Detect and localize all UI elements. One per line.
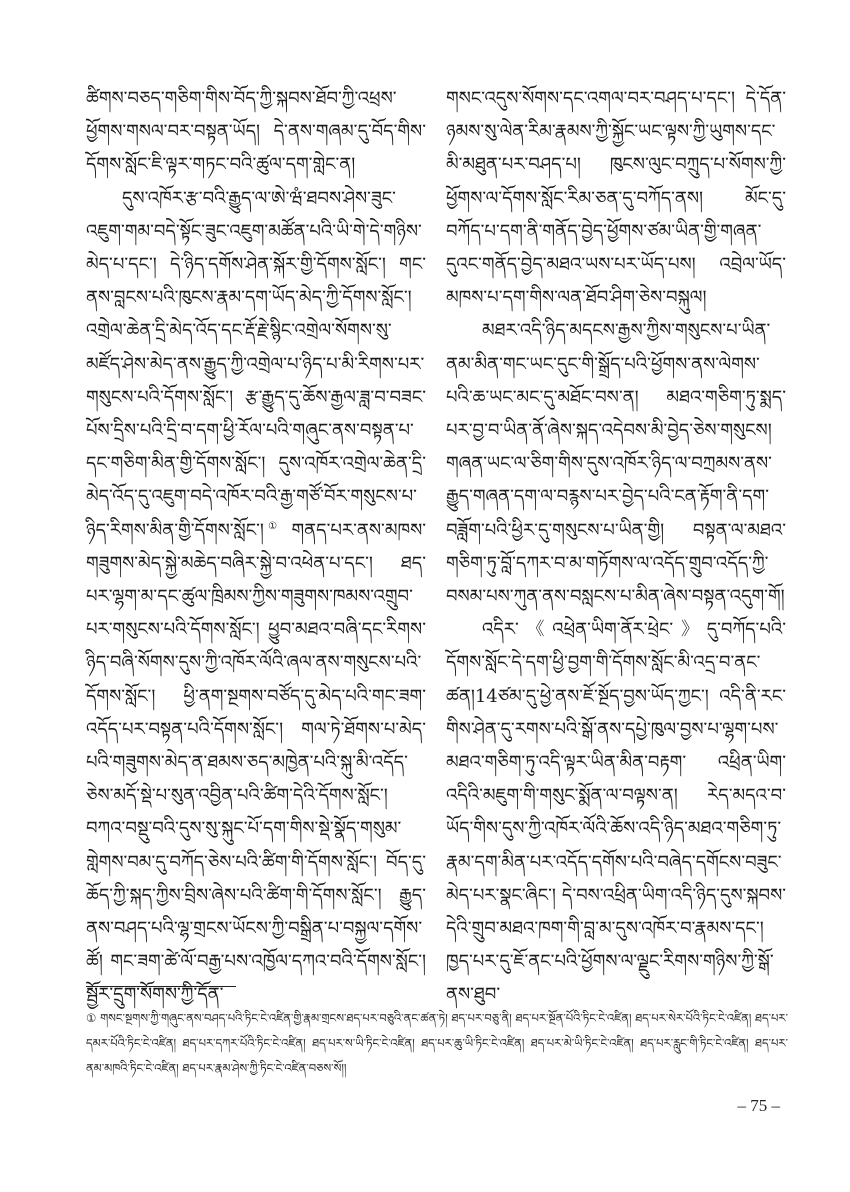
paragraph: མཐར་འདི་ཉིད་མདངས་རྒྱས་ཀྱིས་གསུངས་པ་ཡིན་ནམ་མིན་གང་ཡང་དུང་གི་སྒྲོད་པའི་ཕྱོགས་ནས་ལེགས་པའི་ཆ་ཡང་མང་དུ་མཐོང་བས་ན། མཐའ་གཅིག་ཏུ་སྨད་པར་བྱ་བ་ཡིན་ནོ་ཞེས་སྐད་འདེབས་མི་བྱེད་ཅེས་གསུངས། གཞན་ཡང་ལ་ཅིག་གིས་དུས་འཁོར་ཉིད་ལ་བཀྲམས་ནས་རྒྱུད་གཞན་དག་ལ་བརྙས་པར་བྱེད་པའི་ངན་རྟོག་ནི་དག་བཟློག་པའི་ཕྱིར་དུ་གསུངས་པ་ཡིན་གྱི། བསྟན་ལ་མཐའ་གཅིག་ཏུ་བློ་དཀར་བ་མ་གཏོགས་ལ་འདོད་གྲུབ་འདོད་ཀྱི་བསམ་པས་ཀུན་ནས་བསླངས་པ་མིན་ཞེས་བསྟན་འདུག་གོ། (446, 320, 786, 608)
paragraph-text: དུས་འཁོར་རྩ་བའི་རྒྱུད་ལ་ཨེ་ཝཾ་ཐབས་ཤེས་ཟུང་འཇུག་གམ་བདེ་སྟོང་ཟུང་འཇུག་མཚོན་པའི་ཡི་གེ་དེ་གཉིས་མེད་པ་དང་། དེ་ཉིད་དགོས་ཤེན་སྐོར་གྱི་དོགས་སློང་། གང་ནས་བླངས་པའི་ཁུངས་རྣམ་དག་ཡོད་མེད་ཀྱི་དོགས་སློང་། འགྲེལ་ཆེན་དྲི་མེད་འོད་དང་རྡོ་རྗེ་སྙིང་འགྲེལ་སོགས་སུ་མཛོད་ཤེས་མེད་ནས་རྒྱུད་ཀྱི་འགྲེལ་པ་ཉིད་པ་མི་རིགས་པར་གསུངས་པའི་དོགས་སློང་། རྩ་རྒྱུད་དུ་ཆོས་རྒྱལ་ཟླ་བ་བཟང་པོས་དྲིས་པའི་དྲི་བ་དག་ཕྱི་རོལ་པའི་གཞུང་ནས་བསྟན་པ་དང་གཅིག་མིན་གྱི་དོགས་སློང་། དུས་འཁོར་འགྲེལ་ཆེན་དྲི་མེད་འོད་དུ་འཇུག་བདེ་འཁོར་བའི་རྒྱ་གཙོ་བོར་གསུངས་པ་ཉིད་རིགས་མིན་གྱི་དོགས་སློང་། (86, 187, 426, 541)
paragraph: འདིར་《འཕྲེན་ཡིག་ནོར་ཕྲེང་》དུ་བཀོད་པའི་དོགས་སློང་དེ་དག་ཕྱི་བྱག་གི་དོགས་སློང་མི་འདྲ་བ་ནང་ཚན།14ཙམ་དུ་ཕྱེ་ནས་ཇོ་སྔོད་བྱས་ཡོད་ཀྱང་། འདི་ནི་རང་གིས་ཤེན་དུ་རགས་པའི་སྒོ་ནས་དཔྱེ་ཁུལ་བྱས་པ་ལྷག་པས་མཐའ་གཅིག་ཏུ་འདི་ལྟར་ཡིན་མིན་བརྟག་ འཕྲིན་ཡིག་འདིའི་མཇུག་གི་གསུང་སྨོན་ལ་བལྟས་ན། རེད་མདའ་བ་ཡོད་གིས་དུས་ཀྱི་འཁོར་ལོའི་ཆོས་འདི་ཉིད་མཐའ་གཅིག་ཏུ་རྣམ་དག་མིན་པར་འདོད་དགོས་པའི་བཞེད་དགོངས་བཟུང་མེད་པར་སྣང་ཞིང་། དེ་བས་འཕྲིན་ཡིག་འདི་ཉིད་དུས་སྐབས་དེའི་གྲུབ་མཐའ་ཁག་གི་བླ་མ་དུས་འཁོར་བ་རྣམས་དང་། ཁྱད་པར་དུ་ཇོ་ནང་པའི་ཕྱོགས་ལ་ལྗུང་རིགས་གཉིས་ཀྱི་སྒོ་ནས་ཐུབ་ (446, 619, 786, 1006)
paragraph: གསང་འདུས་སོགས་དང་འགལ་བར་བཤད་པ་དང་། དེ་དོན་ཉམས་སུ་ལེན་རིམ་རྣམས་ཀྱི་སྐྱོང་ཡང་ལྟས་ཀྱི་ཡུགས་དང་མི་མཐུན་པར་བཤད་པ། ཁུངས་ལུང་བཀྲུད་པ་སོགས་ཀྱི་ཕྱོགས་ལ་དོགས་སློང་རིམ་ཅན་དུ་བཀོད་ནས། མོང་དུ་བཀོད་པ་དག་ནི་གནོད་བྱེད་ཕྱོགས་ཙམ་ཡིན་གྱི་གཞན་དུའང་གནོད་བྱེད་མཐའ་ཡས་པར་ཡོད་པས། འབྲེལ་ཡོད་མཁས་པ་དག་གིས་ལན་ཐོབ་ཤིག་ཅེས་བསྐུལ། (446, 88, 786, 309)
paragraph: ཚིགས་བཅད་གཅིག་གིས་བོད་ཀྱི་སྐབས་ཐོབ་ཀྱི་འཕྲས་ཕྱོགས་གསལ་བར་བསྟན་ཡོད། དེ་ནས་གཞམ་དུ་བོད་གིས་དོགས་སློང་ཇི་ལྟར་གཏང་བའི་ཚུལ་དག་གླེང་ན། (86, 88, 426, 176)
footnote-text: གསང་སྔགས་ཀྱི་གཞུང་ནས་བཤད་པའི་ཏིང་ངེ་འཛིན་གྱི་རྣམ་གྲངས་ཐད་པར་བཅུའི་ནང་ཚན་ཏེ། ཐད་པར་བཅུ་ནི། ཐད་པར་སྔོན་པོའི་ཏིང་ངེ་འཛིན། ཐད་པར་སེར་པོའི་ཏིང་ངེ་འཛིན། ཐད་པར་དམར་པོའི་ཏིང་ངེ་འཛིན། ཐད་པར་དཀར་པོའི་ཏིང་ངེ་འཛིན། ཐད་པར་ས་ཡི་ཏིང་ངེ་འཛིན། ཐད་པར་ཆུ་ཡི་ཏིང་ངེ་འཛིན། ཐད་པར་མེ་ཡི་ཏིང་ངེ་འཛིན། ཐད་པར་རླུང་གི་ཏིང་ངེ་འཛིན། ཐད་པར་ནམ་མཁའི་ཏིང་ངེ་འཛིན། ཐད་པར་རྣམ་ཤེས་ཀྱི་ཏིང་ངེ་འཛིན་བཅས་སོ།། (86, 1011, 788, 1075)
footnote-divider (86, 986, 236, 987)
text-column-left (86, 82, 426, 1012)
paragraph (86, 182, 426, 1012)
footnote (86, 1006, 788, 1081)
page-number: – 75 – (737, 1096, 780, 1115)
footnote-reference: ① (263, 520, 282, 532)
paragraph-text: གནད་པར་ནས་མཁས་གཟུགས་མེད་སྐྱེ་མཆེད་བཞིར་སྐྱེ་བ་འཕེན་པ་དང་། ཐད་པར་ལྷག་མ་དང་ཚུལ་ཁྲིམས་ཀྱིས་གཟུགས་ཁམས་འགྲུབ་པར་གསུངས་པའི་དོགས་སློང་། ཕྱུབ་མཐའ་བཞི་དང་རིགས་ཉིད་བཞི་སོགས་དུས་ཀྱི་འཁོར་ལོའི་ཞལ་ནས་གསུངས་པའི་དོགས་སློང་། ཕྱི་ནག་སྔགས་བཙོད་དུ་མེད་པའི་གང་ཟག་འདོད་པར་བསྟན་པའི་དོགས་སློང་། གལ་ཏེ་ཐོགས་པ་མེད་པའི་གཟུགས་མེད་ན་ཐམས་ཅད་མཁྱེན་པའི་སྐུ་མི་འདོད་ཅེས་མདོ་སྡེ་པ་སུན་འབྱིན་པའི་ཚིག་དེའི་དོགས་སློང་། བཀའ་བསྡུ་བའི་དུས་སུ་སྐུང་པོ་དག་གིས་སྡེ་སྣོད་གསུམ་གླེགས་བམ་དུ་བཀོད་ཅེས་པའི་ཚིག་གི་དོགས་སློང་། བོད་དུ་ཆོད་ཀྱི་སྐད་ཀྱིས་བྲིས་ཞེས་པའི་ཚིག་གི་དོགས་སློང་། རྒྱུད་ནས་བཤད་པའི་ལྷ་གྲངས་ཡོངས་ཀྱི་བསྒྲིན་པ་བསྐྱལ་དགོས་ཚོ། གང་ཟག་ཚེ་ལོ་བརྒྱ་པས་འཁྱོལ་དཀའ་བའི་དོགས་སློང་། སྦྱོར་དྲུག་སོགས་ཀྱི་དོན་ (86, 519, 426, 1006)
text-column-right (446, 82, 786, 1012)
footnote-marker: ① (86, 1011, 97, 1025)
